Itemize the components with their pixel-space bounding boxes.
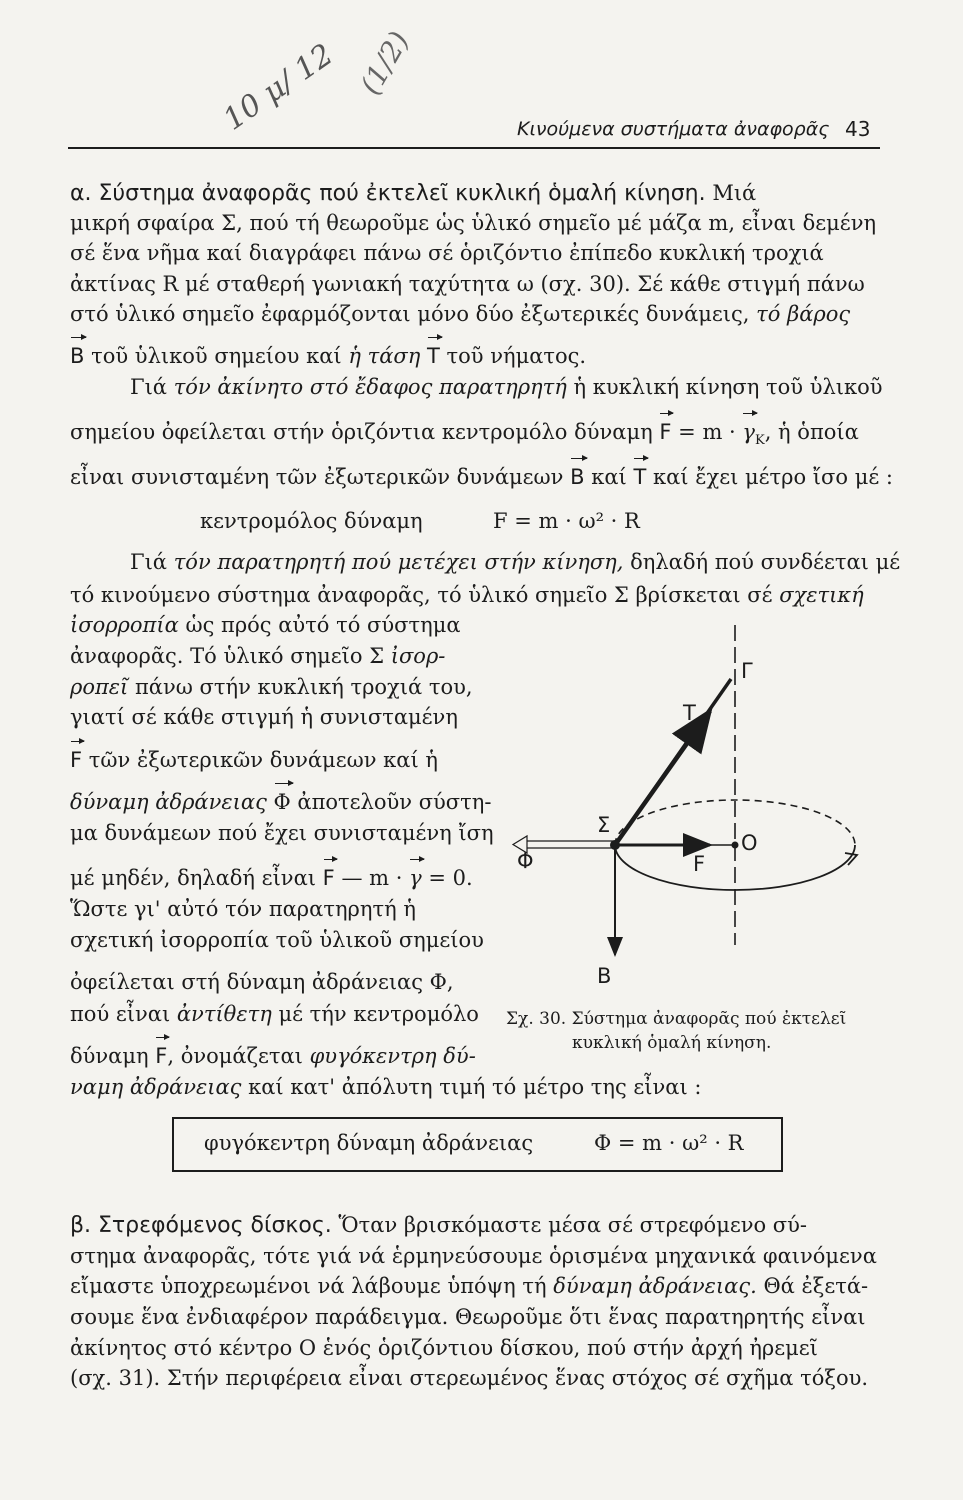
vector-T: T bbox=[427, 344, 440, 368]
page-number: 43 bbox=[845, 117, 871, 141]
paragraph-3-line-4: ἀναφορᾶς. Τό ὑλικό σημεῖο Σ ἰσορ- bbox=[70, 644, 446, 668]
section-a-heading: α. Σύστημα ἀναφορᾶς πού ἐκτελεῖ κυκλική ὁμαλή κίνηση. bbox=[70, 181, 706, 206]
paragraph-3-line-3: ἰσορροπία ὡς πρός αὐτό τό σύστημα bbox=[70, 613, 461, 637]
paragraph-3-line-9: μα δυνάμεων πού ἔχει συνισταμένη ἴση bbox=[70, 821, 494, 845]
label-F: F bbox=[693, 852, 706, 876]
paragraph-3-line-13: ὀφείλεται στή δύναμη ἀδράνειας Φ, bbox=[70, 970, 454, 994]
label-Phi: Φ bbox=[517, 849, 534, 873]
paragraph-3-line-6: γιατί σέ κάθε στιγμή ἡ συνισταμένη bbox=[70, 705, 458, 729]
formula-box-label: φυγόκεντρη δύναμη ἀδράνειας bbox=[204, 1131, 534, 1155]
label-G: Γ bbox=[741, 659, 753, 683]
section-b-line-1: β. Στρεφόμενος δίσκος. Ὅταν βρισκόμαστε μέσα σέ στρεφόμενο σύ- bbox=[70, 1213, 808, 1238]
paragraph-3-line-15: δύναμη F, ὀνομάζεται φυγόκεντρη δύ- bbox=[70, 1044, 476, 1068]
handwritten-note bbox=[205, 10, 425, 140]
section-a-line-2: μικρή σφαίρα Σ, πού τή θεωροῦμε ὡς ὑλικό σημεῖο μέ μάζα m, εἶναι δεμένη bbox=[70, 211, 877, 235]
section-a-line-6: B τοῦ ὑλικοῦ σημείου καί ἡ τάση T τοῦ νήματος. bbox=[70, 344, 587, 368]
paragraph-2-line-1: Γιά τόν ἀκίνητο στό ἔδαφος παρατηρητή ἡ κυκλική κίνηση τοῦ ὑλικοῦ bbox=[130, 375, 883, 399]
section-b-line-6: (σχ. 31). Στήν περιφέρεια εἶναι στερεωμένος ἕνας στόχος σέ σχῆμα τόξου. bbox=[70, 1366, 869, 1390]
paragraph-3-line-8: δύναμη ἀδράνειας Φ ἀποτελοῦν σύστη- bbox=[70, 790, 492, 814]
vector-B: B bbox=[70, 344, 85, 368]
formula-1: F = m · ω² · R bbox=[493, 509, 640, 533]
formula-box-formula: Φ = m · ω² · R bbox=[594, 1131, 744, 1155]
header-rule bbox=[68, 147, 880, 149]
paragraph-3-line-11: Ὥστε γι' αὐτό τόν παρατηρητή ἡ bbox=[70, 897, 416, 921]
section-a-line-4: ἀκτίνας R μέ σταθερή γωνιακή ταχύτητα ω (σχ. 30). Σέ κάθε στιγμή πάνω bbox=[70, 272, 865, 296]
section-b-line-2: στημα ἀναφορᾶς, τότε γιά νά ἑρμηνεύσουμε ὁρισμένα μηχανικά φαινόμενα bbox=[70, 1244, 877, 1268]
handwritten-note-2: (1/2) bbox=[353, 25, 416, 101]
paragraph-3-line-10: μέ μηδέν, δηλαδή εἶναι F — m · γ = 0. bbox=[70, 866, 473, 890]
section-b-line-3: εἴμαστε ὑποχρεωμένοι νά λάβουμε ὑπόψη τή δύναμη ἀδράνειας. Θά ἐξετά- bbox=[70, 1274, 869, 1298]
label-B: B bbox=[597, 964, 612, 988]
paragraph-3-line-7: F τῶν ἐξωτερικῶν δυνάμεων καί ἡ bbox=[70, 748, 438, 772]
figure-caption-line-2: κυκλική ὁμαλή κίνηση. bbox=[572, 1033, 772, 1053]
paragraph-3-line-14: πού εἶναι ἀντίθετη μέ τήν κεντρομόλο bbox=[70, 1002, 479, 1026]
center-point bbox=[732, 842, 739, 849]
figure-30 bbox=[505, 615, 885, 995]
paragraph-2-line-2: σημείου ὀφείλεται στήν ὁριζόντια κεντρομόλο δύναμη $F = m \cdot \gamma_K$, ἡ ὁποία bbox=[70, 420, 859, 449]
section-b-line-5: ἀκίνητος στό κέντρο O ἑνός ὁριζόντιου δίσκου, πού στήν ἀρχή ἠρεμεῖ bbox=[70, 1336, 818, 1360]
tension-arrow bbox=[615, 711, 710, 845]
paragraph-3-line-5: ροπεῖ πάνω στήν κυκλική τροχιά του, bbox=[70, 675, 473, 699]
label-T: T bbox=[683, 701, 696, 725]
section-b-line-4: σουμε ἕνα ἐνδιαφέρον παράδειγμα. Θεωροῦμε ὅτι ἕνας παρατηρητής εἶναι bbox=[70, 1305, 866, 1329]
mass-point bbox=[610, 840, 620, 850]
paragraph-3-line-16: ναμη ἀδράνειας καί κατ' ἀπόλυτη τιμή τό μέτρο της εἶναι : bbox=[70, 1075, 702, 1099]
section-a-line-1: α. Σύστημα ἀναφορᾶς πού ἐκτελεῖ κυκλική ὁμαλή κίνηση. Μιά bbox=[70, 181, 757, 206]
paragraph-2-line-3: εἶναι συνισταμένη τῶν ἐξωτερικῶν δυνάμεων B καί T καί ἔχει μέτρο ἴσο μέ : bbox=[70, 465, 893, 489]
running-header-title: Κινούμενα συστήματα ἀναφορᾶς bbox=[517, 118, 830, 140]
formula-box bbox=[172, 1117, 783, 1172]
label-O: O bbox=[741, 831, 758, 855]
paragraph-3-line-2: τό κινούμενο σύστημα ἀναφορᾶς, τό ὑλικό σημεῖο Σ βρίσκεται σέ σχετική bbox=[70, 583, 864, 607]
formula-1-label: κεντρομόλος δύναμη bbox=[200, 509, 423, 533]
paragraph-3-line-12: σχετική ἰσορροπία τοῦ ὑλικοῦ σημείου bbox=[70, 928, 484, 952]
section-a-line-3: σέ ἕνα νῆμα καί διαγράφει πάνω σέ ὁριζόντιο ἐπίπεδο κυκλική τροχιά bbox=[70, 241, 824, 265]
paragraph-3-line-1: Γιά τόν παρατηρητή πού μετέχει στήν κίνηση, δηλαδή πού συνδέεται μέ bbox=[130, 550, 901, 574]
handwritten-note-1: 10 μ/ 12 bbox=[217, 37, 340, 138]
section-a-line-5: στό ὑλικό σημεῖο ἐφαρμόζονται μόνο δύο ἐξωτερικές δυνάμεις, τό βάρος bbox=[70, 302, 851, 326]
label-S: Σ bbox=[597, 813, 611, 837]
section-b-heading: β. Στρεφόμενος δίσκος. bbox=[70, 1213, 332, 1238]
figure-caption-line-1: Σχ. 30. Σύστημα ἀναφορᾶς πού ἐκτελεῖ bbox=[506, 1009, 847, 1029]
